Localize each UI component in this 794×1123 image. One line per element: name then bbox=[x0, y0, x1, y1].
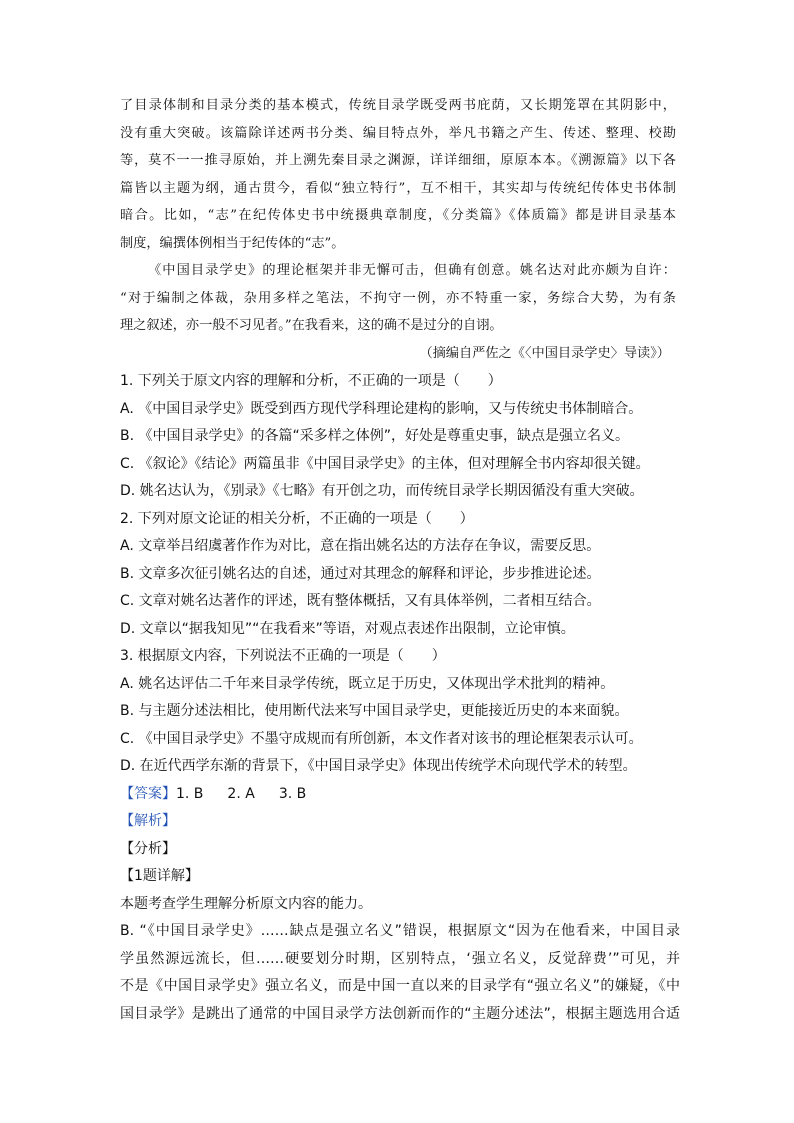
passage-line: 理之叙述，亦一般不习见者。”在我看来，这的确不是过分的自诩。 bbox=[120, 318, 503, 333]
analysis-heading: 【解析】 bbox=[120, 813, 176, 829]
option-a: A. 姚名达评估二千年来目录学传统，既立足于历史，又体现出学术批判的精神。 bbox=[120, 675, 615, 692]
passage-line: 了目录体制和目录分类的基本模式，传统目录学既受两书庇荫，又长期笼罩在其阴影中， bbox=[120, 98, 676, 113]
option-c: C. 文章对姚名达著作的评述，既有整体概括，又有具体举例，二者相互结合。 bbox=[120, 593, 601, 609]
answer-item: 1. B bbox=[176, 785, 204, 802]
passage-line: 《中国目录学史》的理论框架并非无懈可击，但确有创意。姚名达对此亦颇为自许： bbox=[148, 263, 676, 278]
answer-item: 2. A bbox=[227, 785, 255, 802]
analysis-line: B. “《中国目录学史》……缺点是强立名义”错误，根据原文“因为在他看来，中国目录 bbox=[120, 923, 680, 939]
questions-section bbox=[120, 368, 680, 1028]
analysis-line: 学虽然源远流长，但……硬要划分时期，区别特点，‘强立名义，反觉辞费’”可见，并 bbox=[120, 950, 680, 967]
option-b: B. 与主题分述法相比，使用断代法来写中国目录学史，更能接近历史的本来面貌。 bbox=[120, 703, 629, 719]
analysis-subheading: 【分析】 bbox=[120, 840, 176, 857]
answer-line bbox=[120, 781, 680, 809]
question-stem: 1. 下列关于原文内容的理解和分析，不正确的一项是（ ） bbox=[120, 373, 502, 389]
passage-line: 等，莫不一一推寻原始，并上溯先秦目录之渊源，详详细细，原原本本。《溯源篇》以下各 bbox=[120, 153, 676, 168]
option-d: D. 在近代西学东渐的背景下，《中国目录学史》体现出传统学术向现代学术的转型。 bbox=[120, 758, 637, 774]
detail-heading: 【1题详解】 bbox=[120, 868, 199, 884]
passage-line: “对于编制之体裁，杂用多样之笔法，不拘守一例，亦不特重一家，务综合大势，为有条 bbox=[120, 290, 676, 306]
option-c: C. 《叙论》《结论》两篇虽非《中国目录学史》的主体，但对理解全书内容却很关键。 bbox=[120, 455, 650, 472]
answer-label: 【答案】 bbox=[120, 785, 176, 802]
passage-line: 没有重大突破。该篇除详述两书分类、编目特点外，举凡书籍之产生、传述、整理、校勘 bbox=[120, 125, 676, 141]
question-stem: 3. 根据原文内容，下列说法不正确的一项是（ ） bbox=[120, 648, 446, 664]
option-a: A. 《中国目录学史》既受到西方现代学科理论建构的影响，又与传统史书体制暗合。 bbox=[120, 400, 643, 417]
option-b: B. 文章多次征引姚名达的自述，通过对其理念的解释和评论，步步推进论述。 bbox=[120, 565, 601, 582]
reading-passage bbox=[120, 92, 676, 367]
option-c: C. 《中国目录学史》不墨守成规而有所创新，本文作者对该书的理论框架表示认可。 bbox=[120, 730, 643, 747]
analysis-intro: 本题考查学生理解分析原文内容的能力。 bbox=[120, 895, 372, 912]
analysis-line: 国目录学》是跳出了通常的中国目录学方法创新而作的“主题分述法”，根据主题选用合适 bbox=[120, 1005, 680, 1022]
passage-line: 制度，编撰体例相当于纪传体的“志”。 bbox=[120, 235, 345, 251]
passage-source: （摘编自严佐之《〈中国目录学史〉导读》） bbox=[419, 345, 670, 361]
option-d: D. 文章以“据我知见”“在我看来”等语，对观点表述作出限制，立论审慎。 bbox=[120, 620, 575, 637]
option-d: D. 姚名达认为，《别录》《七略》有开创之功，而传统目录学长期因循没有重大突破。 bbox=[120, 483, 644, 499]
question-stem: 2. 下列对原文论证的相关分析，不正确的一项是（ ） bbox=[120, 510, 474, 527]
passage-line: 篇皆以主题为纲，通古贯今，看似“独立特行”，互不相干，其实却与传统纪传体史书体制 bbox=[120, 180, 676, 196]
passage-line: 暗合。比如，“志”在纪传体史书中统摄典章制度，《分类篇》《体质篇》都是讲目录基本 bbox=[120, 208, 676, 223]
option-b: B. 《中国目录学史》的各篇“采多样之体例”，好处是尊重史事，缺点是强立名义。 bbox=[120, 428, 630, 444]
option-a: A. 文章举吕绍虞著作作为对比，意在指出姚名达的方法存在争议，需要反思。 bbox=[120, 538, 601, 554]
answer-item: 3. B bbox=[278, 785, 307, 802]
analysis-line: 不是《中国目录学史》强立名义，而是中国一直以来的目录学有“强立名义”的嫌疑，《中 bbox=[120, 978, 680, 994]
